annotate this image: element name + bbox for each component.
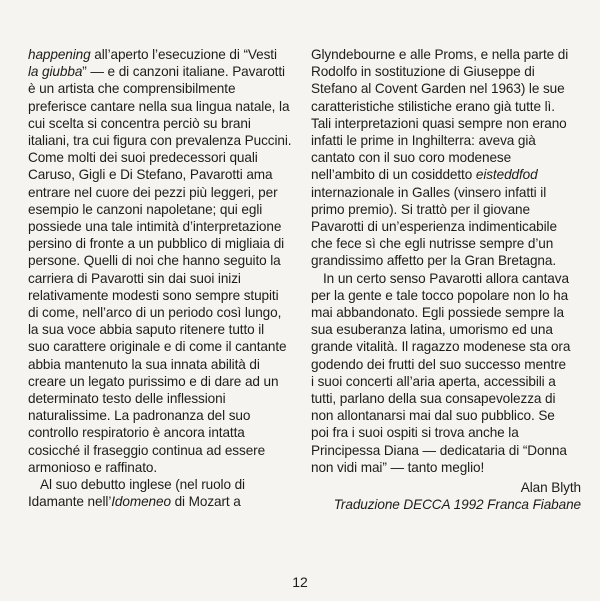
right-text-run: cantato con il suo coro modenese (311, 150, 512, 166)
right-text-run: per la gente e tale tocco popolare non lo ha (311, 287, 569, 303)
left-text-run: di Mozart a (170, 494, 241, 510)
translation-credit: Traduzione DECCA 1992 Franca Fiabane (333, 497, 581, 513)
right-text-run: infatti le prime in Inghilterra: aveva già (311, 133, 536, 149)
left-text-run: preferisce cantare nella sua lingua natale, la (28, 98, 290, 114)
right-text-line (311, 321, 581, 338)
left-italic-term: Idomeneo (111, 494, 171, 510)
right-text-run: Principessa Diana — dedicataria di “Donna (311, 442, 567, 458)
right-text-run: grandissimo affetto per la Gran Bretagna. (311, 253, 557, 269)
right-text-line (311, 390, 581, 407)
right-text-run: Rodolfo in sostituzione di Giuseppe di (311, 64, 535, 80)
left-text-line (28, 218, 290, 235)
right-text-run: i suoi concerti all’aria aperta, accessibili a (311, 373, 556, 389)
left-text-run: all’aperto l’esecuzione di “Vesti (90, 47, 277, 62)
right-text-run: tutti, parlano della sua consapevolezza di (311, 391, 556, 407)
right-text-line (311, 373, 581, 390)
left-text-run: cosicché il fraseggio continua ad essere (28, 442, 266, 458)
right-text-run: Pavarotti di un’esperienza indimenticabile (311, 219, 557, 235)
left-text-run: carriera di Pavarotti sin dai suoi inizi (28, 270, 241, 286)
right-text-line (311, 166, 581, 183)
left-text-line (28, 115, 290, 132)
left-text-run: esempio le canzoni napoletane; qui egli (28, 201, 263, 217)
left-text-line (28, 338, 290, 355)
right-text-run: mai abbandonato. Egli possiede sempre la (311, 305, 564, 321)
right-text-line (311, 201, 581, 218)
left-text-run: suo carattere originale e di come il cantante (28, 339, 287, 355)
right-text-line (311, 115, 581, 132)
left-text-line (28, 166, 290, 183)
left-text-run: abbia mantenuto la sua innata abilità di (28, 356, 260, 372)
left-text-line (28, 98, 290, 115)
left-text-run: Caruso, Gigli e Di Stefano, Pavarotti ama (28, 167, 273, 183)
left-text-run: relativamente modesti sono sempre stupiti (28, 287, 279, 303)
left-text-line (28, 201, 290, 218)
right-text-line (311, 356, 581, 373)
left-text-run: determinato testo delle inflessioni (28, 391, 226, 407)
right-text-line (311, 407, 581, 424)
left-text-line (28, 270, 290, 287)
right-text-line (311, 304, 581, 321)
right-text-line (311, 424, 581, 441)
left-text-run: naturalissime. La padronanza del suo (28, 408, 251, 424)
right-text-run: non vidi mai” — tanto meglio! (311, 459, 485, 475)
right-text-line (311, 252, 581, 269)
right-text-line (311, 80, 581, 97)
left-text-run: creare un legato purissimo e di dare ad un (28, 373, 279, 389)
left-text-run: la sua voce abbia saputo ritenere tutto il (28, 322, 265, 338)
left-text-line (28, 390, 290, 407)
right-text-column (311, 46, 581, 513)
right-text-line (311, 442, 581, 459)
right-text-run: sua esuberanza latina, umorismo ed una (311, 322, 553, 338)
left-text-line (28, 63, 290, 80)
right-text-line (311, 63, 581, 80)
left-text-line (28, 407, 290, 424)
left-text-run: italiani, tra cui figura con prevalenza Puccini. (28, 133, 292, 149)
left-text-line (28, 287, 290, 304)
right-text-run: poi fra i suoi ospiti si trova anche la (311, 425, 519, 441)
left-text-run: persone. Quelli di noi che hanno seguito la (28, 253, 281, 269)
right-text-line (311, 98, 581, 115)
left-italic-term: happening (28, 47, 91, 62)
left-text-line (28, 235, 290, 252)
left-text-line (28, 493, 290, 510)
left-text-run: controllo respiratorio è ancora intatta (28, 425, 245, 441)
right-text-line (311, 184, 581, 201)
left-text-line (28, 424, 290, 441)
left-text-line (28, 442, 290, 459)
left-italic-term: la giubba (28, 64, 83, 80)
right-text-run: grande vitalità. Il ragazzo modenese sta ora (311, 339, 571, 355)
right-text-line (311, 218, 581, 235)
left-text-run: ” — e di canzoni italiane. Pavarotti (82, 64, 285, 80)
left-text-line (28, 459, 290, 476)
left-text-line (28, 46, 290, 63)
left-text-line (28, 252, 290, 269)
author-credit: Alan Blyth (520, 480, 581, 496)
right-text-line (311, 132, 581, 149)
left-text-line (28, 476, 290, 493)
right-text-run: In un certo senso Pavarotti allora cantava (323, 270, 569, 286)
right-text-run: internazionale in Galles (vinsero infatti il (311, 184, 547, 200)
right-text-line (311, 235, 581, 252)
right-column-body (311, 46, 581, 476)
page-number: 12 (292, 574, 308, 590)
right-text-line (311, 46, 581, 63)
right-text-line (311, 287, 581, 304)
right-text-line (311, 270, 581, 287)
right-text-run: non allontanarsi mai dal suo pubblico. Se (311, 408, 555, 424)
right-text-run: nell’ambito di un cosiddetto (311, 167, 476, 183)
left-text-run: Idamante nell’ (28, 494, 112, 510)
right-text-line (311, 149, 581, 166)
right-text-run: primo premio). Si trattò per il giovane (311, 201, 530, 217)
left-text-run: persino di fronte a un pubblico di migliaia di (28, 236, 285, 252)
left-text-run: di come, nell’arco di un periodo così lungo, (28, 305, 282, 321)
left-text-run: Come molti dei suoi predecessori quali (28, 150, 258, 166)
right-text-run: che fece sì che egli nutrisse sempre d’un (311, 236, 554, 252)
left-text-line (28, 356, 290, 373)
right-text-run: godendo dei frutti del suo successo mentre (311, 356, 566, 372)
right-text-line (311, 338, 581, 355)
left-text-line (28, 149, 290, 166)
right-text-run: Stefano al Covent Garden nel 1963) le sue (311, 81, 565, 97)
left-text-line (28, 184, 290, 201)
right-text-run: Tali interpretazioni quasi sempre non erano (311, 115, 567, 131)
left-text-line (28, 321, 290, 338)
left-text-line (28, 304, 290, 321)
left-text-line (28, 80, 290, 97)
left-text-run: è un artista che comprensibilmente (28, 81, 236, 97)
right-italic-term: eisteddfod (475, 167, 538, 183)
right-text-line (311, 459, 581, 476)
left-text-run: possiede una tale intimità d’interpretazione (28, 219, 282, 235)
left-text-run: armonioso e raffinato. (28, 459, 158, 475)
left-text-run: Al suo debutto inglese (nel ruolo di (40, 477, 245, 493)
left-text-line (28, 132, 290, 149)
right-text-run: caratteristiche stilistiche erano già tutte lì. (311, 98, 555, 114)
right-text-run: Glyndebourne e alle Proms, e nella parte di (311, 47, 569, 62)
left-text-run: cui scelta si concentra perciò su brani (28, 115, 251, 131)
left-text-column (28, 46, 290, 510)
left-text-run: entrare nel cuore dei pezzi più leggeri, per (28, 184, 278, 200)
left-text-line (28, 373, 290, 390)
